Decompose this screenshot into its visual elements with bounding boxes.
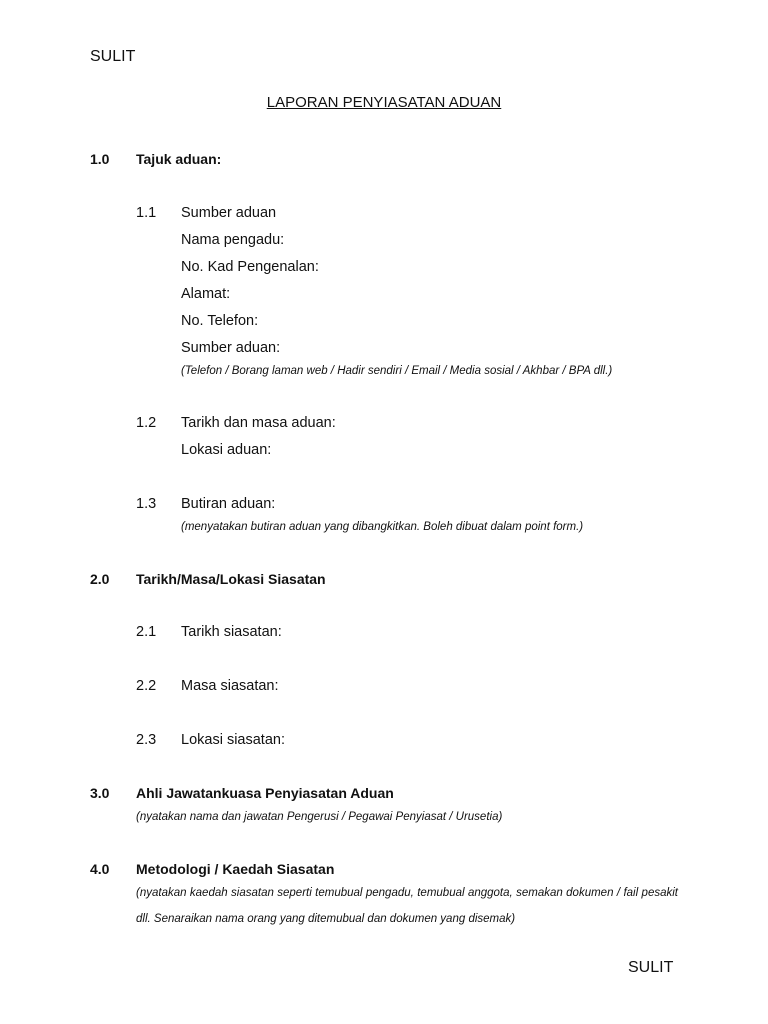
field-label: Lokasi aduan:: [181, 442, 272, 458]
subsection-number: 1.1: [136, 205, 157, 221]
section-title: Metodologi / Kaedah Siasatan: [136, 861, 335, 877]
field-label: Tarikh dan masa aduan:: [181, 415, 336, 431]
subsection-number: 1.3: [136, 496, 157, 512]
field-label: Sumber aduan: [181, 205, 277, 221]
field-label: No. Kad Pengenalan:: [181, 259, 319, 275]
instruction-note: (menyatakan butiran aduan yang dibangkitkan. Boleh dibuat dalam point form.): [181, 521, 584, 533]
subsection-number: 1.2: [136, 415, 157, 431]
field-label: Butiran aduan:: [181, 496, 276, 512]
section-number: 3.0: [90, 785, 110, 801]
field-label: Masa siasatan:: [181, 678, 279, 694]
field-label: No. Telefon:: [181, 313, 259, 329]
field-label: Lokasi siasatan:: [181, 732, 285, 748]
field-label: Nama pengadu:: [181, 232, 285, 248]
document-title: LAPORAN PENYIASATAN ADUAN: [266, 94, 502, 111]
section-number: 2.0: [90, 571, 110, 587]
section-title: Ahli Jawatankuasa Penyiasatan Aduan: [136, 785, 394, 801]
header-classification: SULIT: [90, 48, 136, 65]
footer-classification: SULIT: [628, 959, 674, 976]
section-number: 1.0: [90, 151, 110, 167]
subsection-number: 2.3: [136, 732, 157, 748]
subsection-number: 2.2: [136, 678, 157, 694]
field-label: Alamat:: [181, 286, 231, 302]
instruction-note: (nyatakan nama dan jawatan Pengerusi / Pegawai Penyiasat / Urusetia): [136, 811, 503, 823]
field-label: Sumber aduan:: [181, 340, 281, 356]
instruction-note: (nyatakan kaedah siasatan seperti temubual pengadu, temubual anggota, semakan dokumen / fail pesakit dll. Senaraikan nama orang yang ditemubual dan dokumen yang disemak): [136, 887, 678, 925]
subsection-number: 2.1: [136, 624, 157, 640]
section-number: 4.0: [90, 861, 110, 877]
section-title: Tajuk aduan:: [136, 151, 222, 167]
instruction-note: (Telefon / Borang laman web / Hadir sendiri / Email / Media sosial / Akhbar / BPA dll.): [181, 365, 613, 377]
field-label: Tarikh siasatan:: [181, 624, 282, 640]
section-title: Tarikh/Masa/Lokasi Siasatan: [136, 571, 326, 587]
